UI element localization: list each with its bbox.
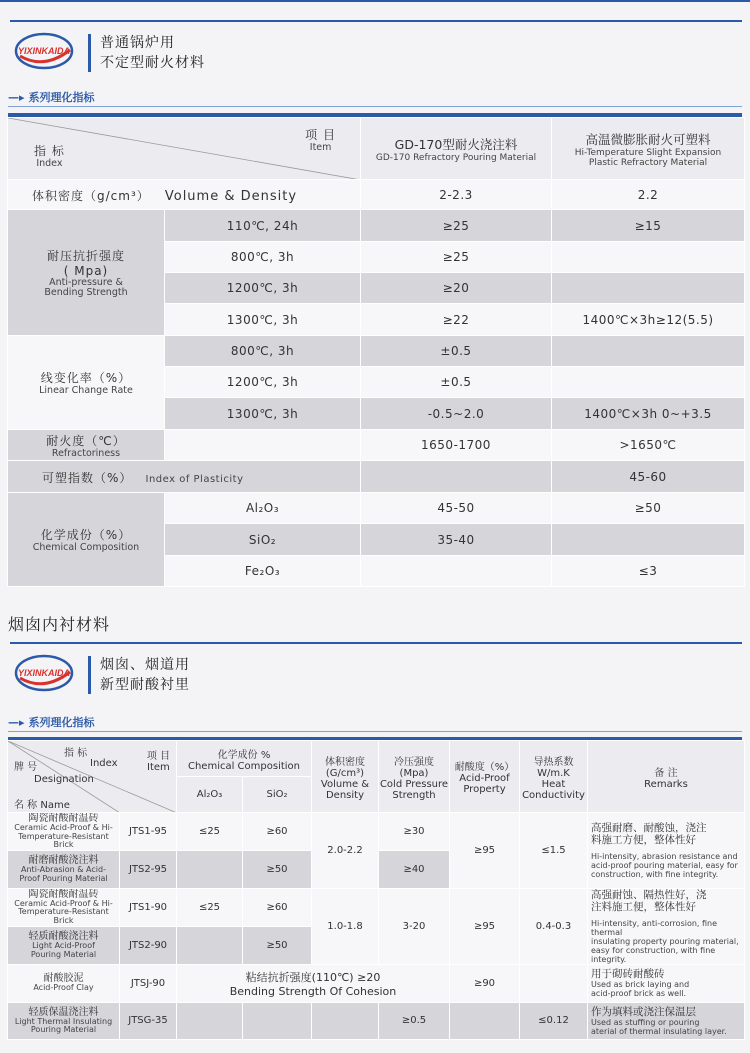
refractoriness-empty (165, 430, 361, 461)
acid-header-cn: 耐酸度（%） (454, 762, 515, 773)
section1-title (100, 33, 205, 73)
col1-header-en: GD-170 Refractory Pouring Material (375, 152, 537, 163)
bond-strength-en: Bending Strength Of Cohesion (229, 984, 397, 998)
density-v2: 2.2 (552, 180, 745, 210)
col2-header-en1: Hi-Temperature Slight Expansion (574, 147, 722, 158)
remarks-cell (588, 1002, 745, 1039)
hdr-index-en: Index (90, 758, 118, 769)
remark-en2: insulating property pouring material, (591, 936, 739, 946)
hdr-item-en: Item (309, 142, 332, 153)
strength-cond: 1200℃, 3h (165, 273, 361, 304)
al2o3-value: ≤25 (177, 813, 243, 851)
product-name-cn: 耐酸胶泥 (43, 973, 84, 985)
section1-title-line1: 普通锅炉用 (100, 35, 175, 51)
chemical-v1: 45-50 (361, 493, 552, 524)
section2-table (7, 740, 745, 1040)
product-code: JTSJ-90 (120, 964, 177, 1002)
heat-value (520, 964, 588, 1002)
heat-header (520, 741, 588, 813)
chemical-cn: 化学成份（%） (40, 528, 132, 542)
remark-en1: Hi-intensity, anti-corrosion, fine thermal (591, 918, 718, 937)
density-value (312, 1002, 379, 1039)
strength-v2: ≥15 (552, 210, 745, 242)
remark-en1: Used as brick laying and (591, 980, 690, 989)
section2-header (0, 642, 750, 712)
col2-header-cn: 高温微膨胀耐火可塑料 (585, 131, 711, 147)
section1-subheading-text: 系列理化指标 (28, 91, 95, 104)
remarks-cell (588, 888, 745, 964)
remark-en3: easy for construction, with fine integrity. (591, 945, 716, 964)
subheading-rule (8, 106, 742, 107)
hdr-name-en: Name (40, 800, 70, 811)
strength-cond: 110℃, 24h (165, 210, 361, 242)
al2o3-header: Al₂O₃ (177, 777, 243, 813)
product-code: JTS1-95 (120, 813, 177, 851)
chemical-comp: Fe₂O₃ (165, 556, 361, 587)
density-header-unit: (G/cm³) (325, 767, 365, 779)
chemical-en: Chemical Composition (32, 542, 140, 553)
remark-en2: acid-proof brick as well. (591, 989, 687, 998)
cold-header-cn: 冷压强度 (394, 756, 434, 768)
plasticity-en: Index of Plasticity (145, 474, 244, 485)
product-name-en2: Temperature-Resistant Brick (18, 831, 109, 849)
hdr-name-cn: 名 称 (14, 800, 38, 811)
chem-header (177, 741, 312, 777)
hdr-item-cn: 项 目 (305, 128, 336, 142)
plasticity-v1 (361, 461, 552, 493)
product-name (8, 964, 120, 1002)
linear-v1: ±0.5 (361, 336, 552, 367)
sio2-value: ≥60 (243, 813, 312, 851)
linear-cond: 1200℃, 3h (165, 367, 361, 398)
remark-en1: Hi-intensity, abrasion resistance and (591, 851, 738, 861)
remarks-header-cn: 备 注 (654, 767, 678, 779)
chemical-v2: ≤3 (552, 556, 745, 587)
al2o3-value (177, 850, 243, 888)
chemical-v2: ≥50 (552, 493, 745, 524)
density-label (8, 180, 361, 210)
section1-subheading (8, 89, 95, 105)
product-name-en1: Ceramic Acid-Proof & Hi- (14, 823, 113, 832)
chemical-label (8, 493, 165, 587)
heat-value: 0.4-0.3 (520, 888, 588, 964)
company-logo (12, 652, 76, 694)
strength-v2 (552, 242, 745, 273)
strength-v1: ≥25 (361, 210, 552, 242)
refractoriness-v1: 1650-1700 (361, 430, 552, 461)
hdr-item-cn: 项 目 (146, 751, 170, 762)
product-name (8, 850, 120, 888)
linear-cn: 线变化率（%） (40, 371, 132, 385)
density-header (312, 741, 379, 813)
acid-value (450, 1002, 520, 1039)
al2o3-value: ≤25 (177, 888, 243, 926)
linear-cond: 800℃, 3h (165, 336, 361, 367)
section2-title-line1: 烟囱、烟道用 (100, 657, 190, 673)
refractoriness-cn: 耐火度（℃） (46, 433, 126, 448)
product-name-en1: Acid-Proof Clay (33, 983, 94, 993)
heat-header-en1: Heat (541, 778, 566, 790)
section2-heading: 烟囱内衬材料 (8, 615, 111, 634)
bond-strength (177, 964, 450, 1002)
linear-cond: 1300℃, 3h (165, 398, 361, 430)
density-v1: 2-2.3 (361, 180, 552, 210)
product-name-cn: 轻质耐酸浇注料 (28, 931, 99, 942)
chemical-comp: Al₂O₃ (165, 493, 361, 524)
sio2-value: ≥50 (243, 926, 312, 964)
linear-label (8, 336, 165, 430)
section2-title (100, 655, 190, 695)
product-name-en2: Proof Pouring Material (19, 873, 108, 883)
hdr-brand-cn: 牌 号 (14, 762, 38, 773)
remark-en3: construction, with fine integrity. (591, 869, 719, 879)
product-name-cn: 耐磨耐酸浇注料 (28, 855, 99, 866)
hdr-index-en: Index (36, 158, 63, 169)
table2-header-corner (8, 741, 177, 813)
header-rule (10, 642, 742, 644)
remark-cn1: 作为填料或浇注保温层 (591, 1005, 696, 1018)
refractoriness-label (8, 430, 165, 461)
chemical-comp: SiO₂ (165, 524, 361, 556)
acid-value: ≥90 (450, 964, 520, 1002)
remark-cn1: 高强耐蚀、隔热性好，浇 (591, 888, 707, 901)
remark-cn2: 注料施工便，整体性好 (591, 900, 696, 913)
col2-header-en2: Plastic Refractory Material (588, 157, 708, 168)
product-name-en1: Light Acid-Proof (32, 941, 95, 950)
cold-header (379, 741, 450, 813)
remark-en2: aterial of thermal insulating layer. (591, 1026, 727, 1036)
product-name (8, 1002, 120, 1039)
refractoriness-v2: >1650℃ (552, 430, 745, 461)
chemical-v1 (361, 556, 552, 587)
density-value: 2.0-2.2 (312, 813, 379, 889)
remark-cn1: 用于砌砖耐酸砖 (591, 968, 665, 980)
product-name-en2: Temperature-Resistant Brick (18, 907, 109, 925)
strength-v1: ≥25 (361, 242, 552, 273)
section2-title-line2: 新型耐酸衬里 (100, 677, 190, 693)
section1-header (0, 20, 750, 90)
chem-header-en: Chemical Composition (187, 760, 301, 772)
remarks-cell (588, 964, 745, 1002)
chem-header-cn: 化学成份 % (217, 749, 271, 761)
strength-en2: Bending Strength (44, 287, 128, 298)
refractoriness-en: Refractoriness (51, 447, 121, 459)
strength-cond: 800℃, 3h (165, 242, 361, 273)
strength-v1: ≥20 (361, 273, 552, 304)
product-name-en1: Anti-Abrasion & Acid- (21, 865, 106, 874)
strength-v2 (552, 273, 745, 304)
strength-en1: Anti-pressure & (49, 277, 123, 288)
plasticity-cn: 可塑指数（%） (42, 471, 133, 485)
heat-header-unit: W/m.K (537, 767, 570, 779)
arrow-icon: —▸ (8, 91, 25, 104)
col1-header-cn: GD-170型耐火浇注料 (394, 136, 518, 152)
table1-header-corner (8, 118, 361, 180)
product-name (8, 888, 120, 926)
col2-header (552, 118, 745, 180)
heat-header-cn: 导热系数 (533, 756, 574, 768)
density-cn: 体积密度（g/cm³） (32, 189, 150, 203)
remark-cn1: 高强耐磨、耐酸蚀，浇注 (591, 821, 707, 834)
density-value: 1.0-1.8 (312, 888, 379, 964)
section2-subheading (8, 714, 95, 730)
density-header-en2: Density (325, 789, 365, 801)
remark-en2: acid-proof pouring material, easy for (591, 860, 738, 870)
plasticity-v2: 45-60 (552, 461, 745, 493)
product-name-en1: Ceramic Acid-Proof & Hi- (14, 898, 113, 908)
linear-v2: 1400℃×3h 0~+3.5 (552, 398, 745, 430)
top-border (0, 0, 750, 2)
product-code: JTSG-35 (120, 1002, 177, 1039)
hdr-index-cn: 指 标 (34, 144, 65, 158)
logo-text: YIXINKAIDA (17, 668, 71, 678)
chemical-v1: 35-40 (361, 524, 552, 556)
acid-value: ≥95 (450, 888, 520, 964)
section1-table (7, 117, 745, 587)
cold-header-en2: Strength (392, 789, 436, 801)
product-name-cn: 陶瓷耐酸耐温砖 (28, 888, 99, 900)
cold-value: 3-20 (379, 888, 450, 964)
strength-unit: ( Mpa) (63, 264, 109, 278)
product-name-cn: 轻质保温浇注料 (28, 1006, 99, 1018)
product-name-cn: 陶瓷耐酸耐温砖 (28, 813, 99, 824)
strength-cond: 1300℃, 3h (165, 304, 361, 336)
subheading-rule (8, 731, 742, 732)
cold-header-unit: (Mpa) (399, 767, 429, 779)
product-name (8, 926, 120, 964)
plasticity-label (8, 461, 361, 493)
remark-cn2: 料施工方便，整体性好 (591, 833, 696, 846)
linear-v1: -0.5~2.0 (361, 398, 552, 430)
cold-header-en1: Cold Pressure (379, 778, 449, 790)
remarks-cell (588, 813, 745, 889)
hdr-item-en: Item (147, 762, 170, 773)
product-name-en1: Light Thermal Insulating (14, 1016, 113, 1026)
header-divider (88, 656, 91, 694)
linear-v2 (552, 367, 745, 398)
remarks-header-en: Remarks (644, 778, 688, 790)
density-header-en1: Volume & (320, 778, 370, 790)
al2o3-value (177, 926, 243, 964)
product-name-en2: Pouring Material (30, 949, 97, 959)
density-en: Volume & Density (164, 189, 298, 204)
sio2-value (243, 1002, 312, 1039)
section1-title-line2: 不定型耐火材料 (100, 55, 205, 71)
header-divider (88, 34, 91, 72)
strength-v2: 1400℃×3h≥12(5.5) (552, 304, 745, 336)
strength-cn: 耐压抗折强度 (46, 249, 125, 263)
product-name (8, 813, 120, 851)
strength-v1: ≥22 (361, 304, 552, 336)
acid-value: ≥95 (450, 813, 520, 889)
heat-value: ≤0.12 (520, 1002, 588, 1039)
remarks-header (588, 741, 745, 813)
cold-value: ≥40 (379, 850, 450, 888)
col1-header (361, 118, 552, 180)
product-code: JTS1-90 (120, 888, 177, 926)
header-rule (10, 20, 742, 22)
heat-header-en2: Conductivity (522, 789, 585, 801)
sio2-header: SiO₂ (243, 777, 312, 813)
remark-en1: Used as stuffing or pouring (591, 1017, 700, 1027)
acid-header-en1: Acid-Proof (459, 773, 510, 784)
sio2-value: ≥60 (243, 888, 312, 926)
linear-v2 (552, 336, 745, 367)
sio2-value: ≥50 (243, 850, 312, 888)
acid-header (450, 741, 520, 813)
hdr-index-cn: 指 标 (64, 748, 88, 759)
product-code: JTS2-90 (120, 926, 177, 964)
strength-label (8, 210, 165, 336)
density-header-cn: 体积密度 (325, 756, 365, 768)
linear-en: Linear Change Rate (39, 385, 133, 396)
logo-text: YIXINKAIDA (17, 46, 71, 56)
cold-value: ≥0.5 (379, 1002, 450, 1039)
product-code: JTS2-95 (120, 850, 177, 888)
chemical-v2 (552, 524, 745, 556)
acid-header-en2: Property (463, 784, 506, 795)
linear-v1: ±0.5 (361, 367, 552, 398)
company-logo (12, 30, 76, 72)
bond-strength-cn: 粘结抗折强度(110℃) ≥20 (245, 970, 381, 984)
section2-subheading-text: 系列理化指标 (28, 716, 95, 729)
arrow-icon: —▸ (8, 716, 25, 729)
cold-value: ≥30 (379, 813, 450, 851)
heat-value: ≤1.5 (520, 813, 588, 889)
hdr-designation: Designation (34, 774, 94, 785)
product-name-en2: Pouring Material (30, 1025, 97, 1034)
al2o3-value (177, 1002, 243, 1039)
